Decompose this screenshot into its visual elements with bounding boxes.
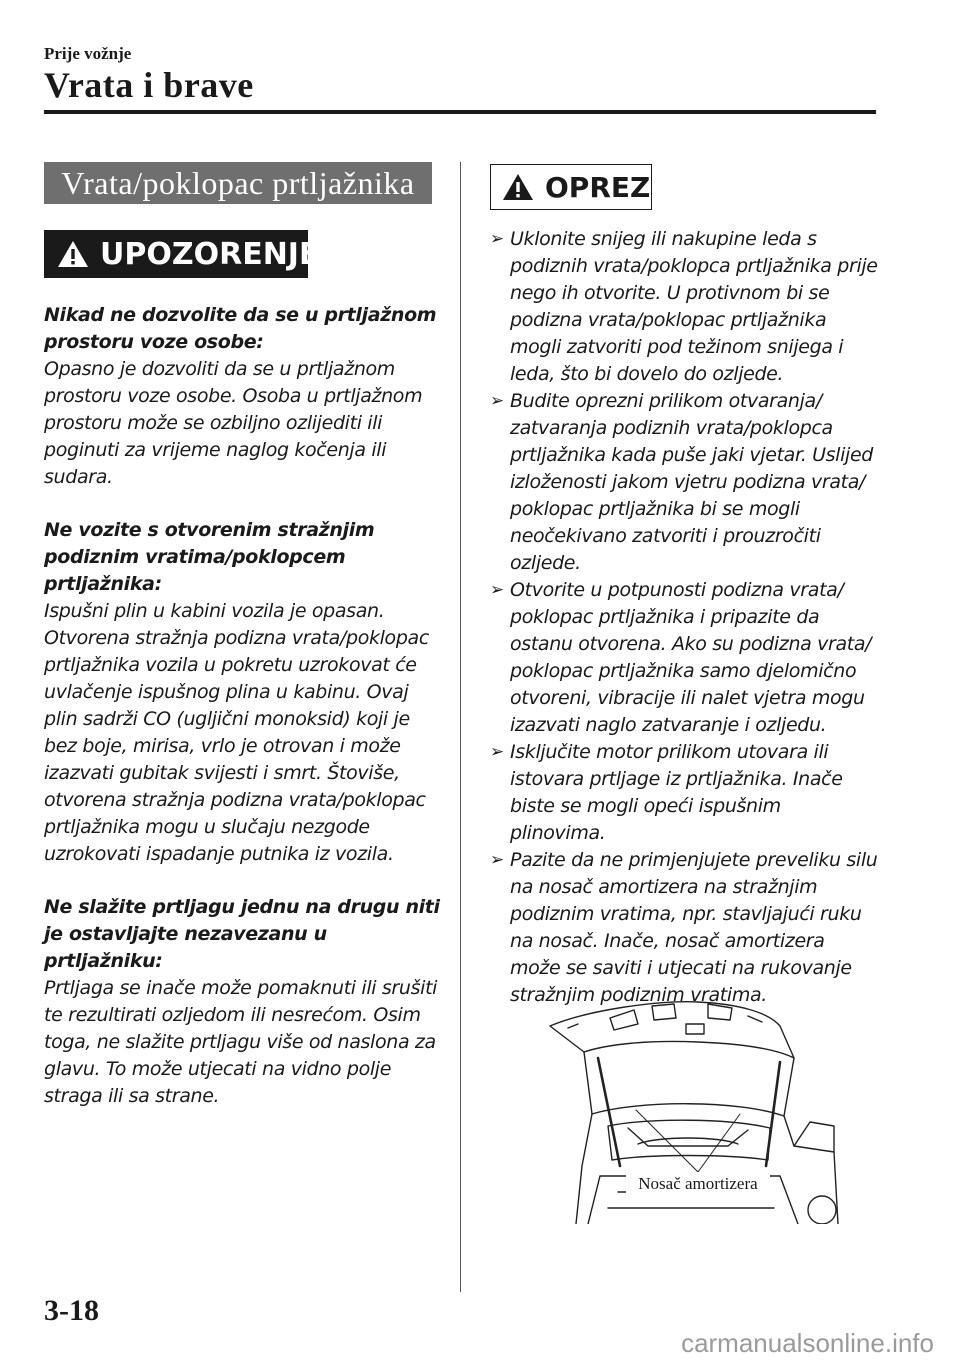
- liftgate-illustration-icon: [548, 996, 840, 1224]
- chapter-label: Prije vožnje: [44, 44, 132, 63]
- caution-list: [490, 226, 880, 1009]
- list-item: ➢ Uklonite snijeg ili nakupine leda s podiznih vrata/poklopca prtljažnika prije nego ih otvorite. U protivnom bi se podizna vrata/poklopac prtljažnika mogli zatvoriti pod težinom snijega i leda, što bi dovelo do ozljede.: [490, 228, 878, 385]
- caution-label: OPREZ: [545, 170, 651, 204]
- page-number: 3-18: [44, 1294, 99, 1327]
- arrow-bullet-icon: ➢: [490, 742, 504, 762]
- warning-triangle-icon: [56, 239, 90, 269]
- page-title: Vrata i brave: [44, 65, 254, 105]
- list-item: ➢ Otvorite u potpunosti podizna vrata/ poklopac prtljažnika i pripazite da ostanu otvorena. Ako su podizna vrata/ poklopac prtljažnika samo djelomično otvoreni, vibracije ili nalet vjetra mogu izazvati naglo zatvaranje i ozljedu.: [490, 579, 872, 736]
- figure-label: Nosač amortizera: [638, 1174, 758, 1193]
- warning-item: [44, 894, 444, 1110]
- list-item: ➢ Budite oprezni prilikom otvaranja/ zatvaranja podiznih vrata/poklopca prtljažnika kada puše jaki vjetar. Uslijed izloženosti jakom vjetru podizna vrata/ poklopac prtljažnika bi se mogli neočekivano zatvoriti i prouzročiti ozljede.: [490, 390, 874, 574]
- list-item: ➢ Isključite motor prilikom utovara ili istovara prtljage iz prtljažnika. Inače biste se mogli opeći ispušnim plinovima.: [490, 741, 843, 844]
- warning-label: UPOZORENJE: [100, 236, 320, 272]
- warning-item-body: Prtljaga se inače može pomaknuti ili srušiti te rezultirati ozljedom ili nesrećom. Osim toga, ne slažite prtljagu više od naslona za glavu. To može utjecati na vidno polje straga ili sa strane.: [44, 977, 438, 1107]
- warning-item-body: Ispušni plin u kabini vozila je opasan. Otvorena stražnja podizna vrata/poklopac prtljažnika vozila u pokretu uzrokovat će uvlačenje ispušnog plina u kabinu. Ovaj plin sadrži CO (ugljični monoksid) koji je bez boje, mirisa, vrlo je otrovan i može izazvati gubitak svijesti i smrt. Štoviše, otvorena stražnja podizna vrata/poklopac prtljažnika mogu u slučaju nezgode uzrokovati ispadanje putnika iz vozila.: [44, 600, 429, 865]
- watermark: carmanualsonline.info: [681, 1328, 934, 1358]
- arrow-bullet-icon: ➢: [490, 229, 504, 249]
- caution-content: [490, 226, 880, 1009]
- caution-triangle-icon: [501, 172, 535, 202]
- list-item: ➢ Pazite da ne primjenjujete preveliku silu na nosač amortizera na stražnjim podiznim vratima, npr. stavljajući ruku na nosač. Inače, nosač amortizera može se saviti i utjecati na rukovanje stražnjim podiznim vratima.: [490, 849, 878, 1006]
- arrow-bullet-icon: ➢: [490, 391, 504, 411]
- warning-content: [44, 302, 444, 1136]
- caution-badge: [490, 164, 652, 210]
- warning-item-body: Opasno je dozvoliti da se u prtljažnom prostoru voze osobe. Osoba u prtljažnom prostoru može se ozbiljno ozlijediti ili poginuti za vrijeme naglog kočenja ili sudara.: [44, 358, 423, 488]
- arrow-bullet-icon: ➢: [490, 580, 504, 600]
- warning-item-heading: Ne slažite prtljagu jednu na drugu niti je ostavljajte nezavezanu u prtljažniku:: [44, 896, 440, 972]
- warning-item: [44, 302, 444, 491]
- warning-badge: [44, 230, 320, 278]
- warning-item-heading: Nikad ne dozvolite da se u prtljažnom prostoru voze osobe:: [44, 304, 437, 353]
- section-title: Vrata/poklopac prtljažnika: [44, 162, 432, 204]
- column-divider: [460, 162, 461, 1292]
- warning-item-heading: Ne vozite s otvorenim stražnjim podiznim vratima/poklopcem prtljažnika:: [44, 519, 375, 595]
- warning-item: [44, 517, 444, 868]
- arrow-bullet-icon: ➢: [490, 850, 504, 870]
- title-divider: [44, 110, 876, 114]
